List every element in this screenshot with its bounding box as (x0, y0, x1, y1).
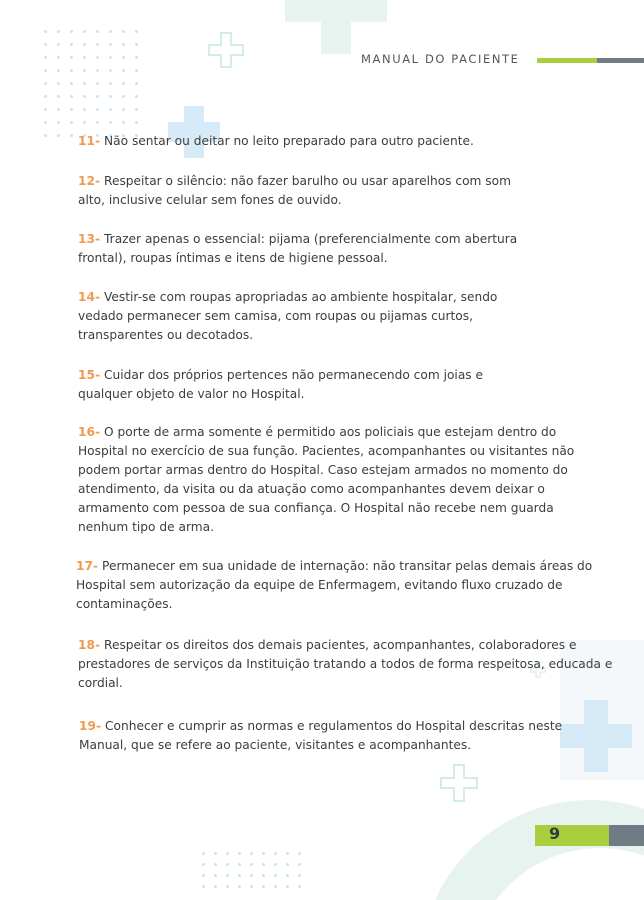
rule-item-18 (78, 636, 613, 693)
decorative-dot (286, 863, 289, 866)
rule-text: Vestir-se com roupas apropriadas ao ambiente hospitalar, sendo vedado permanecer sem camisa, com roupas ou pijamas curtos, transparentes ou decotados. (78, 290, 498, 342)
decorative-dot (83, 95, 86, 98)
page-number-bar-gray (609, 825, 644, 846)
decorative-dot (238, 874, 241, 877)
decorative-dot (57, 108, 60, 111)
page-number-bar-green (535, 825, 609, 846)
decorative-dot (109, 43, 112, 46)
decorative-dot (286, 885, 289, 888)
decorative-dot (122, 108, 125, 111)
decorative-dot (70, 56, 73, 59)
decorative-dot-grid (44, 30, 138, 137)
rule-item-11 (78, 132, 608, 151)
decorative-dot (238, 852, 241, 855)
rule-text: Permanecer em sua unidade de internação: não transitar pelas demais áreas do Hospital sem autorização da equipe de Enfermagem, evitando fluxo cruzado de contaminações. (76, 559, 593, 611)
decorative-dot (96, 82, 99, 85)
decorative-dot (122, 69, 125, 72)
rule-item-16 (78, 423, 578, 537)
decorative-dot (298, 852, 301, 855)
decorative-dot (250, 863, 253, 866)
decorative-dot (44, 95, 47, 98)
decorative-dot (44, 43, 47, 46)
decorative-dot (96, 121, 99, 124)
rule-text: Trazer apenas o essencial: pijama (preferencialmente com abertura frontal), roupas íntimas e itens de higiene pessoal. (78, 232, 518, 265)
rule-text: O porte de arma somente é permitido aos policiais que estejam dentro do Hospital no exercício de sua função. Pacientes, acompanhantes ou visitantes não podem portar armas dentro do Hospital. Caso estejam armados no momento do atendimento, da visita ou da atuação como acompanhantes devem deixar o armamento com pessoa de sua confiança. O Hospital não recebe nem guarda nenhum tipo de arma. (78, 425, 575, 534)
decorative-dot (202, 885, 205, 888)
decorative-dot (226, 852, 229, 855)
decorative-dot (226, 863, 229, 866)
decorative-dot (262, 852, 265, 855)
decorative-dot (135, 43, 138, 46)
decorative-dot (96, 43, 99, 46)
decorative-dot (44, 134, 47, 137)
decorative-dot (135, 121, 138, 124)
decorative-dot (83, 108, 86, 111)
rule-number: 19- (79, 719, 102, 733)
decorative-dot (298, 874, 301, 877)
decorative-dot (286, 874, 289, 877)
rule-item-14 (78, 288, 538, 345)
decorative-dot-grid (202, 852, 301, 888)
decorative-dot (83, 121, 86, 124)
decorative-dot (274, 874, 277, 877)
rule-text: Respeitar o silêncio: não fazer barulho ou usar aparelhos com som alto, inclusive celular sem fones de ouvido. (78, 174, 511, 207)
decorative-dot (109, 108, 112, 111)
decorative-dot (44, 30, 47, 33)
decorative-dot (96, 69, 99, 72)
decorative-dot (274, 885, 277, 888)
rule-item-17 (76, 557, 596, 614)
decorative-dot (109, 56, 112, 59)
rule-number: 12- (78, 174, 101, 188)
decorative-dot (57, 82, 60, 85)
decorative-dot (122, 43, 125, 46)
decorative-cross-icon (285, 0, 395, 56)
decorative-dot (298, 885, 301, 888)
decorative-dot (70, 108, 73, 111)
decorative-dot (109, 30, 112, 33)
decorative-dot (135, 82, 138, 85)
decorative-dot (298, 863, 301, 866)
decorative-dot (96, 30, 99, 33)
decorative-dot (262, 874, 265, 877)
decorative-dot (83, 69, 86, 72)
rule-text: Cuidar dos próprios pertences não permanecendo com joias e qualquer objeto de valor no Hospital. (78, 368, 484, 401)
decorative-dot (57, 69, 60, 72)
decorative-dot (70, 121, 73, 124)
decorative-dot (214, 874, 217, 877)
decorative-dot (70, 134, 73, 137)
decorative-dot (83, 56, 86, 59)
decorative-dot (214, 852, 217, 855)
decorative-dot (226, 885, 229, 888)
decorative-dot (109, 121, 112, 124)
decorative-dot (96, 108, 99, 111)
rule-number: 17- (76, 559, 99, 573)
decorative-dot (274, 852, 277, 855)
decorative-dot (286, 852, 289, 855)
decorative-dot (250, 852, 253, 855)
decorative-dot (135, 69, 138, 72)
decorative-dot (44, 108, 47, 111)
decorative-dot (214, 863, 217, 866)
decorative-dot (238, 863, 241, 866)
decorative-dot (250, 885, 253, 888)
decorative-dot (70, 30, 73, 33)
decorative-dot (57, 56, 60, 59)
rule-number: 18- (78, 638, 101, 652)
header-accent-bar-green (537, 58, 597, 63)
decorative-dot (57, 30, 60, 33)
decorative-dot (122, 30, 125, 33)
decorative-dot (70, 43, 73, 46)
decorative-dot (135, 95, 138, 98)
decorative-dot (44, 82, 47, 85)
decorative-plus-outline-icon (208, 32, 244, 68)
decorative-dot (83, 30, 86, 33)
rule-number: 15- (78, 368, 101, 382)
decorative-dot (122, 95, 125, 98)
decorative-dot (202, 863, 205, 866)
rule-item-15 (78, 366, 518, 404)
decorative-dot (274, 863, 277, 866)
decorative-dot (122, 82, 125, 85)
decorative-dot (109, 82, 112, 85)
decorative-dot (109, 95, 112, 98)
rule-number: 13- (78, 232, 101, 246)
decorative-dot (70, 95, 73, 98)
rule-item-12 (78, 172, 538, 210)
decorative-dot (250, 874, 253, 877)
decorative-dot (135, 30, 138, 33)
rule-item-13 (78, 230, 548, 268)
decorative-dot (57, 43, 60, 46)
decorative-dot (214, 885, 217, 888)
decorative-plus-outline-icon (440, 764, 478, 802)
decorative-dot (135, 56, 138, 59)
decorative-dot (57, 134, 60, 137)
rule-item-19 (79, 717, 609, 755)
rule-text: Respeitar os direitos dos demais pacientes, acompanhantes, colaboradores e prestadores de serviços da Instituição tratando a todos de forma respeitosa, educada e cordial. (78, 638, 613, 690)
rule-number: 14- (78, 290, 101, 304)
decorative-dot (44, 69, 47, 72)
rule-number: 16- (78, 425, 101, 439)
rule-number: 11- (78, 134, 101, 148)
decorative-dot (83, 82, 86, 85)
decorative-dot (96, 95, 99, 98)
decorative-dot (122, 121, 125, 124)
rule-text: Conhecer e cumprir as normas e regulamentos do Hospital descritas neste Manual, que se refere ao paciente, visitantes e acompanhantes. (79, 719, 563, 752)
header-title: MANUAL DO PACIENTE (361, 52, 520, 66)
decorative-dot (122, 56, 125, 59)
page-number: 9 (549, 824, 561, 843)
decorative-dot (202, 874, 205, 877)
decorative-dot (238, 885, 241, 888)
decorative-dot (57, 95, 60, 98)
decorative-dot (109, 69, 112, 72)
decorative-dot (226, 874, 229, 877)
header-accent-bar-gray (597, 58, 644, 63)
decorative-dot (135, 108, 138, 111)
decorative-dot (262, 885, 265, 888)
decorative-dot (44, 56, 47, 59)
decorative-dot (96, 56, 99, 59)
decorative-dot (57, 121, 60, 124)
rule-text: Não sentar ou deitar no leito preparado para outro paciente. (104, 134, 474, 148)
decorative-dot (70, 69, 73, 72)
decorative-dot (262, 863, 265, 866)
decorative-dot (83, 43, 86, 46)
decorative-dot (202, 852, 205, 855)
decorative-dot (70, 82, 73, 85)
decorative-dot (44, 121, 47, 124)
